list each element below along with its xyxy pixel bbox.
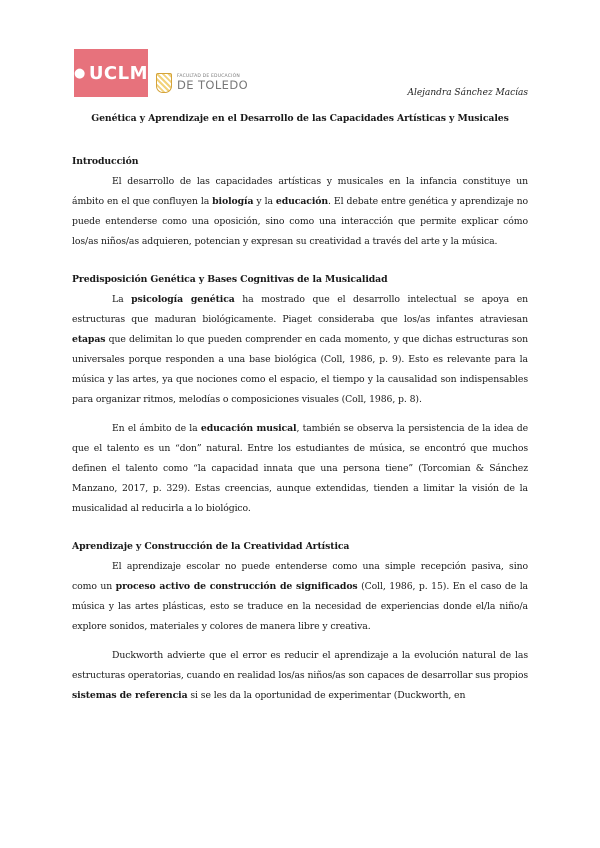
paragraph: En el ámbito de la educación musical, también se observa la persistencia de la idea de que el talento es un “don” natural. Entre los estudiantes de música, se encontró que muchos definen el talento como “la capacidad innata que una persona tiene” (Torcomian & Sánchez Manzano, 2017, p. 329). Estas creencias, aunque extendidas, tienden a limitar la visión de la musicalidad al reducirla a lo biológico.: [72, 423, 528, 514]
uclm-dot-icon: ●: [73, 65, 86, 81]
document-title: Genética y Aprendizaje en el Desarrollo de las Capacidades Artísticas y Musicales: [91, 113, 509, 124]
crest-icon: [156, 73, 172, 93]
author-name: Alejandra Sánchez Macías: [407, 88, 528, 98]
section-heading-introduccion: Introducción: [72, 156, 139, 167]
paragraph: El desarrollo de las capacidades artísticas y musicales en la infancia constituye un ámbito en el que confluyen la biología y la educación. El debate entre genética y aprendizaje no puede entenderse como una oposición, sino como una interacción que permite explicar cómo los/as niños/as adquieren, potencian y expresan su creatividad a través del arte y la música.: [72, 176, 528, 247]
document-body: [72, 152, 528, 706]
section-heading-aprendizaje: Aprendizaje y Construcción de la Creatividad Artística: [72, 541, 350, 552]
paragraph: La psicología genética ha mostrado que el desarrollo intelectual se apoya en estructuras que maduran biológicamente. Piaget consideraba que los/as infantes atraviesan etapas que delimitan lo que pueden comprender en cada momento, y que dichas estructuras son universales porque responden a una base biológica (Coll, 1986, p. 9). Esto es relevante para la música y las artes, ya que nociones como el espacio, el tiempo y la causalidad son indispensables para organizar ritmos, melodías o composiciones visuales (Coll, 1986, p. 8).: [72, 294, 528, 405]
paragraph: Duckworth advierte que el error es reducir el aprendizaje a la evolución natural de las estructuras operatorias, cuando en realidad los/as niños/as son capaces de desarrollar sus propios sistemas de referencia si se les da la oportunidad de experimentar (Duckworth, en: [72, 650, 528, 701]
uclm-logo: [74, 49, 148, 97]
section-heading-predisposicion: Predisposición Genética y Bases Cognitivas de la Musicalidad: [72, 274, 388, 285]
uclm-logo-text: UCLM: [88, 62, 149, 84]
paragraph: El aprendizaje escolar no puede entenderse como una simple recepción pasiva, sino como un proceso activo de construcción de significados (Coll, 1986, p. 15). En el caso de la música y las artes plásticas, esto se traduce en la necesidad de experiencias donde el/la niño/a explore sonidos, materiales y colores de manera libre y creativa.: [72, 561, 529, 632]
faculty-small-text: FACULTAD DE EDUCACIÓN: [177, 73, 240, 79]
faculty-big-text: DE TOLEDO: [177, 78, 249, 92]
toledo-faculty-logo: [156, 70, 276, 96]
